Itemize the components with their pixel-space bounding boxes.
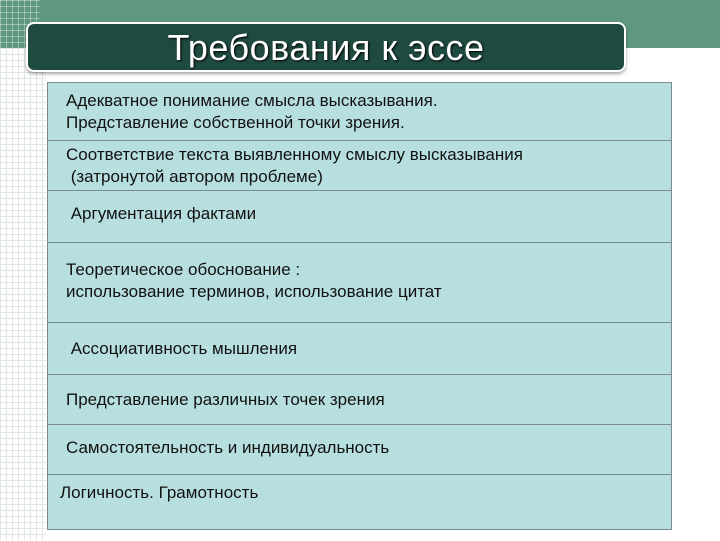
requirement-row <box>48 475 671 529</box>
requirement-text: Адекватное понимание смысла высказывания. Представление собственной точки зрения. <box>66 91 438 132</box>
requirements-table <box>47 82 672 530</box>
requirement-row <box>48 191 671 243</box>
requirement-text: Соответствие текста выявленному смыслу высказывания (затронутой автором проблеме) <box>66 145 523 186</box>
requirement-row <box>48 323 671 375</box>
requirement-row <box>48 375 671 425</box>
requirement-text: Представление различных точек зрения <box>66 390 385 409</box>
slide-title: Требования к эссе <box>167 27 485 68</box>
requirement-text: Теоретическое обоснование : использование терминов, использование цитат <box>66 260 442 301</box>
requirement-row <box>48 425 671 475</box>
requirement-text: Логичность. Грамотность <box>60 483 259 502</box>
requirement-row <box>48 243 671 323</box>
requirement-text: Самостоятельность и индивидуальность <box>66 438 390 457</box>
title-bar <box>26 22 626 72</box>
requirement-row <box>48 83 671 141</box>
side-grid-pattern <box>0 48 46 540</box>
requirement-text: Ассоциативность мышления <box>66 339 298 358</box>
requirement-row <box>48 141 671 191</box>
requirement-text: Аргументация фактами <box>66 204 257 223</box>
